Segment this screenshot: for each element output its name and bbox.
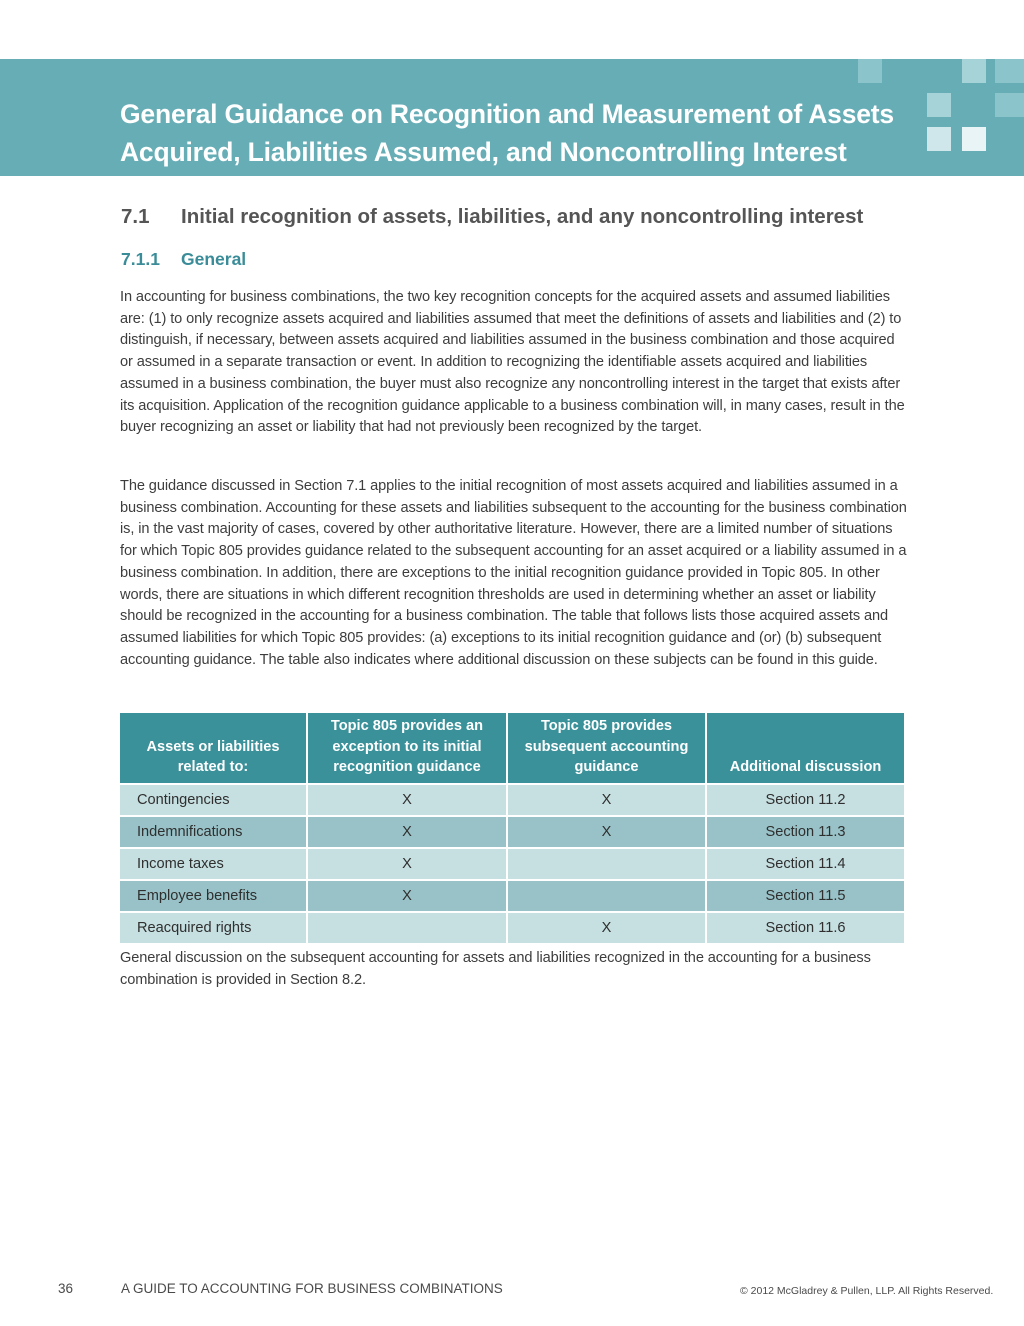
table-cell: Reacquired rights — [120, 912, 307, 943]
table-cell: Section 11.6 — [706, 912, 904, 943]
page-number: 36 — [58, 1281, 74, 1296]
decorative-square — [995, 59, 1024, 83]
section-title: Initial recognition of assets, liabilities, and any noncontrolling interest — [181, 205, 864, 228]
table-cell: Employee benefits — [120, 880, 307, 912]
table-header-cell: Topic 805 provides subsequent accounting guidance — [507, 713, 706, 784]
decorative-square — [962, 127, 986, 151]
table-cell: Section 11.4 — [706, 848, 904, 880]
section-heading — [121, 205, 863, 229]
subsection-title: General — [181, 249, 247, 269]
table-cell: X — [507, 912, 706, 943]
table-header-cell: Assets or liabilities related to: — [120, 713, 307, 784]
table-cell: Section 11.3 — [706, 816, 904, 848]
section-number: 7.1 — [121, 205, 150, 228]
table-row — [120, 816, 904, 848]
table-cell: X — [307, 816, 507, 848]
table-cell: Income taxes — [120, 848, 307, 880]
table-cell: X — [307, 784, 507, 816]
paragraph-3: General discussion on the subsequent accounting for assets and liabilities recognized in the accounting for a business combination is provided in Section 8.2. — [120, 950, 871, 988]
table-cell: X — [307, 848, 507, 880]
paragraph-1: In accounting for business combinations, the two key recognition concepts for the acquired assets and assumed liabilities are: (1) to only recognize assets acquired and liabilities assumed that meet the definitions of assets and liabilities and (2) to distinguish, if necessary, between assets acquired and liabilities assumed in the business combination and those acquired or assumed in a separate transaction or event. In addition to recognizing the identifiable assets acquired and liabilities assumed in a business combination, the buyer must also recognize any noncontrolling interest in the target that exists after its acquisition. Application of the recognition guidance applicable to a business combination will, in many cases, result in the buyer recognizing an asset or liability that had not previously been recognized by the target. — [120, 289, 905, 436]
table-row — [120, 848, 904, 880]
table-cell: Section 11.5 — [706, 880, 904, 912]
table-cell: X — [507, 816, 706, 848]
table-cell: Contingencies — [120, 784, 307, 816]
footer-guide-title: A GUIDE TO ACCOUNTING FOR BUSINESS COMBINATIONS — [121, 1281, 503, 1296]
table-cell: X — [507, 784, 706, 816]
decorative-square — [927, 93, 951, 117]
decorative-square — [858, 59, 882, 83]
page-title — [120, 95, 920, 171]
table-row — [120, 912, 904, 943]
paragraph-2: The guidance discussed in Section 7.1 applies to the initial recognition of most assets acquired and liabilities assumed in a business combination. Accounting for these assets and liabilities subsequent to the accounting for the business combination is, in the vast majority of cases, covered by other authoritative literature. However, there are a limited number of situations for which Topic 805 provides guidance related to the subsequent accounting for an asset acquired or a liability assumed in a business combination. In addition, there are exceptions to the initial recognition guidance provided in Topic 805. In other words, there are situations in which different recognition thresholds are used in determining whether an asset or liability should be recognized in the accounting for a business combination. The table that follows lists those acquired assets and assumed liabilities for which Topic 805 provides: (a) exceptions to its initial recognition guidance and (or) (b) subsequent accounting guidance. The table also indicates where additional discussion on these subjects can be found in this guide. — [120, 478, 907, 668]
page-title-line-2: Acquired, Liabilities Assumed, and Noncontrolling Interest — [120, 137, 847, 167]
exceptions-table — [120, 713, 904, 943]
decorative-square — [995, 93, 1024, 117]
table-cell: Section 11.2 — [706, 784, 904, 816]
decorative-square — [962, 59, 986, 83]
subsection-heading — [121, 249, 246, 270]
subsection-number: 7.1.1 — [121, 249, 160, 269]
footer-copyright: © 2012 McGladrey & Pullen, LLP. All Rights Reserved. — [740, 1285, 994, 1297]
page-title-line-1: General Guidance on Recognition and Measurement of Assets — [120, 99, 894, 129]
table-cell — [507, 848, 706, 880]
table-header-cell: Topic 805 provides an exception to its initial recognition guidance — [307, 713, 507, 784]
table-cell: Indemnifications — [120, 816, 307, 848]
table-header-cell: Additional discussion — [706, 713, 904, 784]
decorative-square — [927, 127, 951, 151]
table-row — [120, 880, 904, 912]
table-cell: X — [307, 880, 507, 912]
table-cell — [307, 912, 507, 943]
table-row — [120, 784, 904, 816]
table-header-row — [120, 713, 904, 784]
table-cell — [507, 880, 706, 912]
